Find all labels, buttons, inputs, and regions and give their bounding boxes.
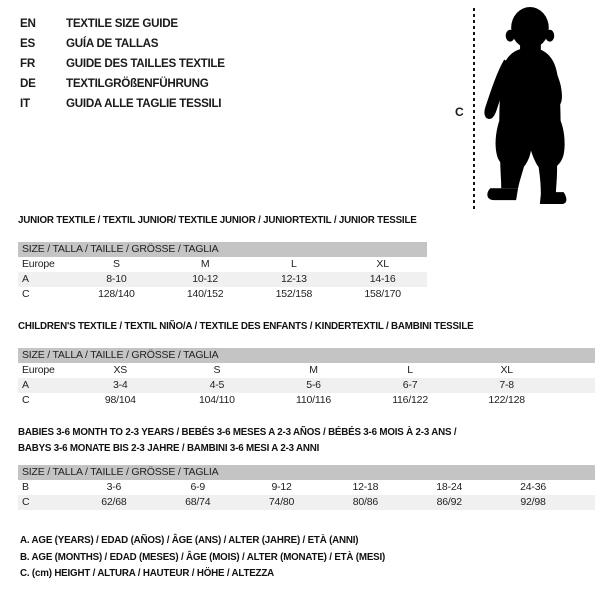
language-code: EN bbox=[20, 16, 36, 30]
size-cell: S bbox=[213, 364, 221, 376]
section-title-junior: JUNIOR TEXTILE / TEXTIL JUNIOR/ TEXTILE JUNIOR / JUNIORTEXTIL / JUNIOR TESSILE bbox=[18, 214, 417, 226]
table-row-b bbox=[18, 480, 595, 495]
size-cell: 18-24 bbox=[436, 481, 463, 493]
size-cell: 80/86 bbox=[352, 496, 379, 508]
size-cell: 86/92 bbox=[436, 496, 462, 508]
size-cell: XS bbox=[113, 364, 128, 376]
footnote-b: B. AGE (MONTHS) / EDAD (MESES) / ÂGE (MOIS) / ALTER (MONATE) / ETÀ (MESI) bbox=[20, 550, 386, 563]
size-cell: 92/98 bbox=[520, 496, 546, 508]
table-row-a bbox=[18, 272, 427, 287]
size-cell: M bbox=[309, 364, 318, 376]
size-cell: 8-10 bbox=[106, 273, 127, 285]
height-marker-dashed-line bbox=[473, 8, 475, 210]
size-cell: 4-5 bbox=[209, 379, 225, 391]
size-cell: 5-6 bbox=[306, 379, 321, 391]
size-header-bar: SIZE / TALLA / TAILLE / GRÖSSE / TAGLIA bbox=[18, 242, 427, 257]
footnote-c: C. (cm) HEIGHT / ALTURA / HAUTEUR / HÖHE / ALTEZZA bbox=[20, 567, 274, 579]
row-label: C bbox=[22, 394, 30, 406]
size-cell: 110/116 bbox=[295, 394, 331, 406]
section-title-babies bbox=[18, 424, 489, 456]
row-label: Europe bbox=[22, 364, 55, 376]
size-cell: 6-7 bbox=[402, 379, 418, 391]
size-cell: 128/140 bbox=[98, 288, 135, 300]
language-code: ES bbox=[20, 36, 35, 50]
row-label: A bbox=[22, 379, 29, 391]
section-title-babies-line2: BABYS 3-6 MONATE BIS 2-3 JAHRE / BAMBINI 3-6 MESI A 2-3 ANNI bbox=[18, 442, 320, 454]
size-header-bar: SIZE / TALLA / TAILLE / GRÖSSE / TAGLIA bbox=[18, 465, 595, 480]
section-title-children: CHILDREN'S TEXTILE / TEXTIL NIÑO/A / TEXTILE DES ENFANTS / KINDERTEXTIL / BAMBINI TESSILE bbox=[18, 320, 474, 332]
size-cell: 74/80 bbox=[268, 496, 295, 508]
size-cell: S bbox=[112, 258, 120, 270]
size-cell: 122/128 bbox=[488, 394, 525, 406]
row-label: C bbox=[22, 496, 30, 508]
row-label: C bbox=[22, 288, 30, 300]
footnotes bbox=[20, 532, 580, 582]
size-cell: XL bbox=[500, 364, 513, 376]
size-cell: M bbox=[200, 258, 210, 270]
table-row-c bbox=[18, 393, 595, 408]
size-cell: 68/74 bbox=[185, 496, 211, 508]
language-row bbox=[20, 93, 320, 113]
language-title: TEXTILE SIZE GUIDE bbox=[66, 16, 178, 30]
table-row-europe bbox=[18, 363, 595, 378]
size-cell: 14-16 bbox=[369, 273, 396, 285]
size-cell: 98/104 bbox=[104, 394, 136, 406]
size-cell: 62/68 bbox=[101, 496, 127, 508]
language-row bbox=[20, 53, 320, 73]
size-cell: 24-36 bbox=[520, 481, 546, 493]
row-label: B bbox=[22, 481, 29, 493]
size-cell: L bbox=[291, 258, 297, 270]
size-cell: L bbox=[407, 364, 413, 376]
table-row-europe bbox=[18, 257, 427, 272]
baby-silhouette-icon bbox=[482, 6, 570, 208]
size-header-bar: SIZE / TALLA / TAILLE / GRÖSSE / TAGLIA bbox=[18, 348, 595, 363]
footnote-a: A. AGE (YEARS) / EDAD (AÑOS) / ÂGE (ANS) / ALTER (JAHRE) / ETÀ (ANNI) bbox=[20, 534, 359, 546]
size-cell: 3-4 bbox=[113, 379, 128, 391]
section-title-babies-line1: BABIES 3-6 MONTH TO 2-3 YEARS / BEBÉS 3-6 MESES A 2-3 AÑOS / BÉBÉS 3-6 MOIS À 2-3 ANS / bbox=[18, 426, 457, 438]
size-table-junior bbox=[18, 242, 427, 302]
language-code: DE bbox=[20, 76, 36, 90]
size-cell: 104/110 bbox=[199, 394, 235, 406]
size-cell: 116/122 bbox=[392, 394, 428, 406]
language-title: GUIDE DES TAILLES TEXTILE bbox=[66, 56, 225, 70]
size-table-babies bbox=[18, 465, 595, 510]
size-table-children bbox=[18, 348, 595, 408]
language-title-list bbox=[20, 13, 320, 113]
size-cell: 12-18 bbox=[352, 481, 379, 493]
language-title: GUÍA DE TALLAS bbox=[66, 36, 159, 50]
row-label: A bbox=[22, 273, 29, 285]
language-title: TEXTILGRÖßENFÜHRUNG bbox=[66, 76, 209, 90]
language-row bbox=[20, 33, 320, 53]
height-label: C bbox=[455, 105, 464, 119]
size-cell: 7-8 bbox=[499, 379, 514, 391]
table-row-c bbox=[18, 495, 595, 510]
size-cell: 9-12 bbox=[271, 481, 292, 493]
size-cell: 10-12 bbox=[192, 273, 219, 285]
size-cell: 158/170 bbox=[364, 288, 401, 300]
size-cell: 6-9 bbox=[190, 481, 206, 493]
language-code: IT bbox=[20, 96, 30, 110]
language-row bbox=[20, 73, 320, 93]
language-code: FR bbox=[20, 56, 35, 70]
row-label: Europe bbox=[22, 258, 55, 270]
size-cell: XL bbox=[376, 258, 389, 270]
language-row bbox=[20, 13, 320, 33]
size-cell: 12-13 bbox=[280, 273, 307, 285]
table-row-c bbox=[18, 287, 427, 302]
size-cell: 152/158 bbox=[275, 288, 313, 300]
size-cell: 3-6 bbox=[106, 481, 122, 493]
table-row-a bbox=[18, 378, 595, 393]
size-cell: 140/152 bbox=[186, 288, 224, 300]
language-title: GUIDA ALLE TAGLIE TESSILI bbox=[66, 96, 222, 110]
